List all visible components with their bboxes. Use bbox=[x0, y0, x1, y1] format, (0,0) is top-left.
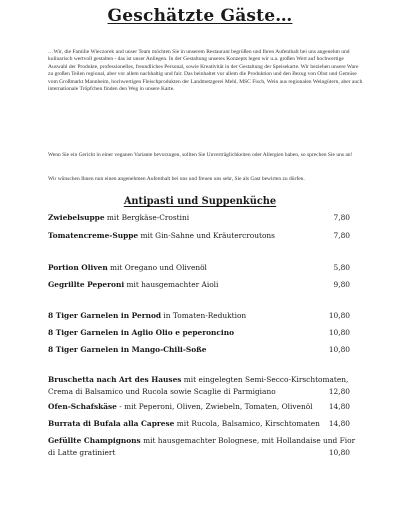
menu-item-price: 7,80 bbox=[333, 213, 350, 222]
menu-item-name: 8 Tiger Garnelen in Mango-Chili-Soße bbox=[48, 345, 207, 354]
menu-item-price: 7,80 bbox=[333, 231, 350, 240]
menu-item-description: mit Bergkäse-Crostini bbox=[104, 213, 190, 222]
intro-paragraph-allergies: Wenn Sie ein Gericht in einer veganen Variante bevorzugen, sollten Sie Unverträglichkeiten oder Allergien haben, so sprechen Sie uns an! bbox=[48, 152, 353, 158]
menu-item bbox=[48, 279, 350, 291]
menu-item bbox=[48, 418, 350, 430]
menu-item-name: Ofen-Schafskäse bbox=[48, 402, 117, 411]
menu-item bbox=[48, 230, 350, 242]
menu-item-price: 12,80 bbox=[328, 386, 350, 396]
menu-item bbox=[48, 212, 350, 224]
intro-paragraph-wishes: Wir wünschen Ihnen nun einen angenehmen Aufenthalt bei uns und freuen uns sehr, Sie als Gast bewirten zu dürfen. bbox=[48, 176, 305, 182]
menu-item-name: Bruschetta nach Art des Hauses bbox=[48, 375, 182, 384]
menu-item-price: 10,80 bbox=[328, 311, 350, 320]
menu-item-price: 14,80 bbox=[328, 402, 350, 411]
menu-item-description: in Tomaten-Reduktion bbox=[161, 311, 247, 320]
menu-item-name: Gefüllte Champignons bbox=[48, 436, 141, 445]
menu-item-price: 10,80 bbox=[328, 345, 350, 354]
menu-item-name: 8 Tiger Garnelen in Pernod bbox=[48, 311, 162, 320]
menu-item-description: mit Oregano und Olivenöl bbox=[107, 263, 207, 272]
menu-item-price: 5,80 bbox=[333, 263, 350, 272]
menu-item-description: mit Gin-Sahne und Kräutercroutons bbox=[138, 231, 275, 240]
menu-item bbox=[48, 344, 350, 356]
menu-item-name: 8 Tiger Garnelen in Aglio Olio e peperoncino bbox=[48, 328, 235, 337]
menu-item-price: 9,80 bbox=[333, 280, 350, 289]
menu-item bbox=[48, 327, 350, 339]
section-title: Antipasti und Suppenküche bbox=[123, 196, 277, 207]
menu-item-description: mit hausgemachter Bolognese, mit Hollandaise und Fior di Latte gratiniert bbox=[48, 436, 356, 457]
menu-item-description: mit hausgemachter Aioli bbox=[124, 280, 219, 289]
menu-item bbox=[48, 310, 350, 322]
intro-paragraph-welcome: …Wir, die Familie Wieczorek und unser Team möchten Sie in unserem Restaurant begrüßen und Ihren Aufenthalt bei uns angenehm und kulinarisch wertvoll gestalten - das ist unser Anliegen. In der Gestaltung unseres Konzepts legen wir u.a. großen Wert auf hochwertige Auswahl der Produkte, professionelles, freundliches Personal, sowie Kreativität in der Gestaltung der Speisekarte. Wir beziehen unsere Ware zu großen Teilen regional, aber vor allem nachhaltig und fair. Das beinhaltet vor allem die Produktion und den Bezug von Obst und Gemüse vom Großmarkt Mannheim, hochwertigen Fleischprodukten der Landmetzgerei Mehl, MSC Fisch, Wein aus regionalen Weingütern, aber auch internationale Tröpfchen finden den Weg in unsere Karte. bbox=[48, 49, 363, 93]
menu-item-description: mit eingelegten Semi-Secco-Kirschtomaten, Crema di Balsamico und Rucola sowie Scaglie di Parmigiano bbox=[48, 375, 349, 396]
menu-item-price: 10,80 bbox=[328, 447, 350, 457]
menu-item-name: Zwiebelsuppe bbox=[48, 213, 105, 222]
menu-item bbox=[48, 401, 350, 413]
menu-item-price: 10,80 bbox=[328, 328, 350, 337]
menu-item-description: mit Rucola, Balsamico, Kirschtomaten bbox=[174, 419, 320, 428]
menu-item-name: Tomatencreme-Suppe bbox=[48, 231, 139, 240]
menu-item-name: Portion Oliven bbox=[48, 263, 108, 272]
menu-item bbox=[48, 262, 350, 274]
menu-item-description: - mit Peperoni, Oliven, Zwiebeln, Tomaten, Olivenöl bbox=[116, 402, 313, 411]
page-title: Geschätzte Gäste… bbox=[107, 6, 293, 26]
menu-item-name: Gegrillte Peperoni bbox=[48, 280, 125, 289]
menu-item-name: Burrata di Bufala alla Caprese bbox=[48, 419, 175, 428]
menu-item-price: 14,80 bbox=[328, 419, 350, 428]
